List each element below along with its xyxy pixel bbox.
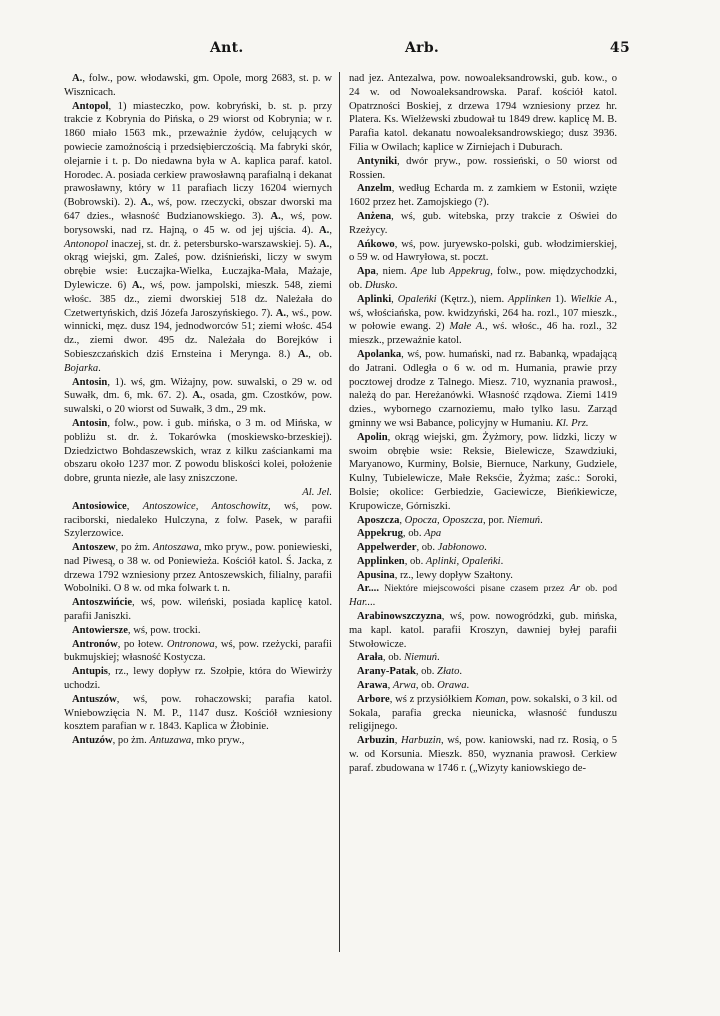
entry-text: . bbox=[466, 680, 470, 692]
entry-text: , pow. sokalski, o 3 kil. od Sokala, parafia grecka nieunicka, własność funduszu religijnego. bbox=[349, 693, 618, 733]
entry-text: . bbox=[394, 279, 398, 291]
entry-text: Antuzawa bbox=[149, 735, 192, 747]
entry-headword: Appelwerder bbox=[357, 542, 417, 554]
dictionary-entry bbox=[349, 541, 617, 555]
dictionary-entry bbox=[349, 679, 617, 693]
entry-text: Har.... bbox=[349, 597, 376, 609]
entry-text: , bbox=[126, 500, 143, 512]
entry-text: , okrąg wiejski, gm. Żyżmory, pow. lidzki, liczy w swoim obrębie wsie: Reksie, Bielewicze, Szawdziuki, Maryanowo, Kurminy, Bolsie, Biernuce, Narkuny, Gudziele, Kulny, Tubielewicze, Małe Reksćie, Żyżma; zaśc.: Soroki, Bolsie; okolice: Gerbiedzie, Gaciewicze, Bieńkiewicze, Krupowicze, Górniszki. bbox=[349, 431, 617, 512]
entry-headword: Arawa bbox=[357, 680, 388, 692]
entry-headword: Antoszew bbox=[72, 542, 116, 554]
entry-headword: A. bbox=[297, 348, 309, 360]
entry-text: Bojarka bbox=[64, 362, 99, 374]
entry-text: Złato bbox=[437, 666, 460, 678]
entry-headword: Antosin bbox=[72, 376, 108, 388]
entry-text: , ob. bbox=[404, 555, 426, 567]
dictionary-entry bbox=[64, 624, 332, 638]
entry-headword: Arała bbox=[357, 652, 383, 664]
entry-headword: Anżena bbox=[357, 210, 392, 222]
entry-headword: Antopol bbox=[72, 100, 109, 112]
entry-headword: Apusina bbox=[357, 569, 395, 581]
entry-text: , ob. bbox=[415, 680, 438, 692]
entry-text: , dwór pryw., pow. rossieński, o 50 wiorst od Rossien. bbox=[349, 155, 617, 181]
entry-text: , wś, pow. rzeżycki, parafii bukmujskiej; własność Kostycza. bbox=[64, 638, 332, 664]
dictionary-entry bbox=[64, 734, 332, 748]
entry-text: Arwa bbox=[392, 680, 416, 692]
entry-headword: Aplinki bbox=[357, 293, 392, 305]
entry-headword: A. bbox=[270, 210, 281, 222]
column-divider bbox=[339, 72, 340, 952]
dictionary-entry bbox=[349, 182, 617, 210]
entry-text: , wś. włośc., 46 ha. rozl., 32 mieszk., przeważnie katol. bbox=[349, 321, 617, 347]
entry-text: Antonopol bbox=[64, 238, 109, 250]
entry-text: Apa bbox=[424, 528, 442, 540]
dictionary-entry bbox=[349, 651, 617, 665]
dictionary-entry bbox=[349, 527, 617, 541]
entry-text: , wś, pow. wileński, posiada kaplicę katol. parafii Janiszki. bbox=[64, 597, 332, 623]
entry-text: , po żm. bbox=[112, 735, 150, 747]
entry-text: nad jez. Antezalwa, pow. nowoaleksandrowski, gub. kow., o 24 w. od Nowoaleksandrowska. Paraf. kościół katol. Opatrzności Boskiej, z drzewa 1794 wzniesiony przez hr. Platera. Ks. Wielżewski zbudował tu 1849 drew. kaplicę M. B. Parafia katol. dekanatu nowoaleksandrowskiego; dusz 3936. Filia w Owilach; kaplice w Zirniejach i Duburach. bbox=[349, 73, 617, 153]
entry-text: Appekrug bbox=[449, 266, 491, 278]
entry-headword: Antoszwińcie bbox=[72, 597, 133, 609]
entry-text: Kl. Prz. bbox=[555, 417, 589, 429]
entry-text: . bbox=[437, 652, 440, 664]
dictionary-entry bbox=[349, 569, 617, 583]
entry-text: , bbox=[394, 735, 401, 747]
dictionary-entry bbox=[64, 72, 332, 100]
dictionary-entry bbox=[349, 693, 617, 734]
entry-text: Orawa bbox=[437, 680, 467, 692]
entry-text: , wś, gub. witebska, przy trakcie z Oświei do Rzeżycy. bbox=[349, 210, 617, 236]
entry-headword: Appekrug bbox=[357, 528, 403, 540]
entry-headword: Antuszów bbox=[72, 693, 117, 705]
dictionary-entry bbox=[349, 238, 617, 266]
entry-headword: Ańkowo bbox=[357, 238, 395, 250]
entry-headword: Antronów bbox=[72, 638, 118, 650]
dictionary-entry bbox=[349, 348, 617, 431]
entry-text: , mko pryw., pow. poniewieski, nad Piwesą, o 38 w. od Poniewieża. Kościół katol. Ś. Jacka, z drzewa 1792 wzniesiony przez Antoszewskich, filialny, parafii Wobolniki. O 8 w. od mka folwark t. n. bbox=[64, 542, 332, 595]
entry-text: , wś, pow. borysowski, nad rz. Hajną, o 45 w. od jej ujścia. 4). bbox=[64, 210, 332, 236]
entry-headword: A. bbox=[192, 390, 203, 402]
entry-text: , ob. bbox=[415, 666, 438, 678]
entry-headword: Arany-Patak bbox=[357, 666, 416, 678]
entry-text: , wś, pow. rzeczycki, obszar dworski ma 647 dzies., własność Budzianowskiego. 3). bbox=[64, 197, 332, 222]
entry-text: 1). bbox=[551, 293, 571, 305]
entry-headword: Antuzów bbox=[72, 735, 113, 747]
entry-headword: Arabinowszczyzna bbox=[357, 611, 442, 623]
entry-text: , niem. bbox=[375, 266, 411, 278]
entry-text: Niektóre miejscowości pisane czasem przez bbox=[378, 583, 570, 595]
entry-text: , bbox=[387, 680, 393, 692]
dictionary-entry bbox=[64, 541, 332, 596]
entry-text: , 1) miasteczko, pow. kobryński, b. st. p. przy trakcie z Kobrynia do Pińska, o 29 wiorst od Kobrynia; w r. 1860 miało 1563 mk., przeważnie żydów, celujących w powiecie zamożnością i przedsiębierczością. Ma fabryki skór, olejarnie i t. p. Do niedawna była w A. kaplica paraf. katol. Horodec. A. posiada cerkiew prawosławną parafialną i dekanat prawosławny, który w 11 parafiach liczy 16204 wiernych (Bobrowski). 2). bbox=[64, 100, 332, 209]
entry-text: , bbox=[391, 293, 398, 305]
dictionary-entry bbox=[349, 265, 617, 293]
page-header bbox=[60, 40, 630, 64]
dictionary-entry bbox=[64, 693, 332, 734]
entry-text: , okrąg wiejski, gm. Zaleś, pow. dziśnieński, liczy w swym obrębie wsie: Łuczajka-Wielka, Łuczajka-Mała, Mażaje, Dylewicze. 6) bbox=[64, 238, 332, 291]
entry-text: Małe A. bbox=[449, 321, 486, 333]
entry-text: , wś, włościańska, pow. kwidzyński, 264 ha. rozl., 107 mieszk., w połowie ewang. 2) bbox=[349, 293, 617, 333]
author-signature: Al. Jel. bbox=[302, 486, 332, 498]
entry-text: , wś z przysiółkiem bbox=[389, 693, 475, 705]
entry-text: , według Echarda m. z zamkiem w Estonii, wzięte 1602 przez het. Zamojskiego (?). bbox=[349, 183, 617, 209]
dictionary-entry bbox=[349, 665, 617, 679]
entry-text: Dłusko bbox=[364, 279, 395, 291]
entry-text: , wś., pow. winnicki, męz. dusz 194, jednodworców 51; ziemi włośc. 454 dz., ziemi dwor. 495 dz. Należała do Borejków i Sobieszczańskich dziś Ernsteina i Merynga. 8.) bbox=[64, 307, 332, 360]
entry-headword: A. bbox=[72, 73, 83, 84]
dictionary-entry bbox=[64, 665, 332, 693]
page-number: 45 bbox=[609, 40, 630, 56]
entry-text: Niemuń bbox=[404, 652, 438, 664]
entry-text: , 1). wś, gm. Wiżajny, pow. suwalski, o 29 w. od Suwałk, dm. 6, mk. 67. 2). bbox=[64, 376, 332, 402]
dictionary-entry bbox=[349, 293, 617, 348]
entry-text: Applinken bbox=[508, 293, 551, 305]
entry-text: Opaleńki bbox=[397, 293, 437, 305]
header-right-guide-word: Arb. bbox=[405, 40, 440, 56]
entry-text: lub bbox=[427, 266, 450, 278]
entry-headword: A. bbox=[275, 307, 287, 319]
entry-text: , wś, pow. nowogródzki, gub. mińska, ma kapl. katol. parafii Kroszyn, dawniej byłej parafii Stwołowicze. bbox=[349, 611, 617, 650]
entry-text: , mko pryw., bbox=[191, 735, 245, 747]
right-column bbox=[349, 72, 617, 776]
entry-text: , po żm. bbox=[115, 542, 153, 554]
entry-text: , folw., pow. włodawski, gm. Opole, morg 2683, st. p. w Wisznicach. bbox=[64, 73, 332, 98]
entry-text: ob. pod bbox=[580, 583, 617, 595]
dictionary-entry bbox=[64, 500, 332, 541]
dictionary-entry bbox=[64, 376, 332, 417]
entry-text: , rz., lewy dopływ Szałtony. bbox=[394, 569, 513, 581]
dictionary-entry bbox=[349, 610, 617, 651]
entry-text: , po łotew. bbox=[117, 638, 167, 650]
entry-text: , ob. bbox=[416, 542, 438, 554]
entry-headword: A. bbox=[319, 224, 330, 236]
header-left-guide-word: Ant. bbox=[210, 40, 244, 56]
entry-headword: Apolanka bbox=[357, 348, 402, 360]
entry-text: Aplinki, Opaleńki bbox=[425, 555, 501, 567]
entry-headword: Antyniki bbox=[357, 155, 398, 167]
dictionary-entry bbox=[349, 582, 617, 610]
entry-text: , folw., pow. międzychodzki, ob. bbox=[349, 266, 617, 291]
entry-text: , wś, pow. humański, nad rz. Babanką, wpadającą do Jatrani. Odległa o 6 w. od m. Humania, prawie przy pocztowej drodze z Talnego. Miesz. 710, wyznania prawosł., należą do par. Hereżanówki. Własność rządowa. Ziemi 1419 dzies., wybornego czarnoziemu, mało tylko lasu. Zarząd gminny we wsi Babance, policyjny w Humaniu. bbox=[349, 348, 617, 429]
entry-text: Antoszawa bbox=[152, 542, 199, 554]
entry-headword: Aposzcza bbox=[357, 514, 400, 526]
entry-text: Opocza, Oposzcza bbox=[404, 514, 483, 526]
entry-text: , wś, pow. jampolski, mieszk. 548, ziemi włośc. 385 dz., ziemi dworskiej 518 dz. Należała do Czetwertyńskich, dziś Józefa Jaroszyńskiego. 7). bbox=[64, 279, 332, 319]
dictionary-entry bbox=[349, 431, 617, 514]
entry-text: . bbox=[540, 514, 543, 526]
entry-text: . bbox=[459, 666, 463, 678]
entry-text: Harbuzin bbox=[400, 735, 441, 747]
entry-text: , wś, pow. raciborski, niedaleko Hulczyna, z folw. Pasek, w parafii Szylerzowice. bbox=[64, 500, 332, 540]
entry-text: Ontronowa bbox=[166, 638, 215, 650]
entry-text: , folw., pow. i gub. mińska, o 3 m. od Mińska, w pobliżu st. dr. ż. Tokarówka (moskiewsko-brzeskiej). Dziedzictwo Bohdaszewskich, wraz z kilku zaściankami ma obszaru około 1237 mor. Z powodu bliskości kolei, położenie dobre, grunta niezłe, ale lasy zniszczone. bbox=[64, 417, 332, 485]
entry-text: , ob. bbox=[382, 652, 405, 664]
entry-text: , wś, pow. kaniowski, nad rz. Rosią, o 5 w. od Korsunia. Mieszk. 850, wyznania prawosł. Cerkiew paraf. zbudowana w 1746 r. („Wizyty kaniowskiego de- bbox=[349, 735, 617, 774]
entry-headword: Ar.... bbox=[357, 583, 379, 595]
left-column bbox=[64, 72, 332, 748]
entry-headword: Anzelm bbox=[357, 183, 392, 195]
entry-text: inaczej, st. dr. ż. petersbursko-warszawskiej. 5). bbox=[108, 238, 320, 250]
entry-text: Jabłonowo bbox=[437, 542, 485, 554]
entry-headword: A. bbox=[140, 197, 151, 209]
entry-text: Koman bbox=[474, 693, 506, 705]
entry-headword: Antosiowice bbox=[72, 500, 127, 512]
dictionary-entry bbox=[64, 596, 332, 624]
dictionary-entry bbox=[64, 100, 332, 376]
entry-text: , wś, pow. juryewsko-polski, gub. włodzimierskiej, o 59 w. od Hawryłowa, st. poczt. bbox=[349, 238, 617, 264]
entry-text: , bbox=[329, 224, 332, 236]
entry-headword: Arbuzin bbox=[357, 735, 395, 747]
dictionary-entry bbox=[349, 514, 617, 528]
entry-text: . bbox=[98, 362, 101, 374]
entry-headword: Apa bbox=[357, 266, 376, 278]
entry-text: Ar bbox=[569, 583, 581, 595]
entry-text: . bbox=[500, 555, 504, 567]
entry-text: Ape bbox=[410, 266, 428, 278]
entry-text: , ob. bbox=[402, 528, 425, 540]
entry-headword: Antowiersze bbox=[72, 624, 128, 636]
entry-text: , bbox=[399, 514, 405, 526]
dictionary-entry bbox=[349, 155, 617, 183]
entry-text: , osada, gm. Czostków, pow. suwalski, o 20 wiorst od Suwałk, 3 dm., 29 mk. bbox=[64, 390, 332, 416]
dictionary-entry bbox=[349, 210, 617, 238]
entry-headword: Antupis bbox=[72, 666, 108, 678]
entry-text: Niemuń bbox=[507, 514, 541, 526]
dictionary-entry bbox=[349, 555, 617, 569]
entry-text: , rz., lewy dopływ rz. Szołpie, która do Wiewirży uchodzi. bbox=[64, 666, 332, 692]
entry-headword: A. bbox=[319, 238, 330, 250]
entry-headword: Applinken bbox=[357, 555, 405, 567]
entry-headword: Antosin bbox=[72, 417, 108, 429]
entry-text: , wś, pow. rohaczowski; parafia katol. Wniebowzięcia N. M. P., 1147 dusz. Kościół wzniesiony kosztem parafian w r. 1843. Kaplica w Żłobinie. bbox=[64, 693, 332, 733]
entry-text: Wielkie A. bbox=[570, 293, 615, 305]
entry-headword: Arbore bbox=[357, 693, 390, 705]
dictionary-entry bbox=[349, 734, 617, 775]
entry-text: , por. bbox=[482, 514, 508, 526]
entry-headword: A. bbox=[131, 279, 143, 291]
entry-text: Antoszowice, Antoschowitz bbox=[142, 500, 269, 512]
entry-text: , wś, pow. trocki. bbox=[127, 624, 201, 636]
entry-headword: Apolin bbox=[357, 431, 388, 443]
entry-text: , ob. bbox=[308, 348, 332, 360]
dictionary-entry bbox=[349, 72, 617, 155]
dictionary-entry bbox=[64, 417, 332, 486]
entry-text: (Kętrz.), niem. bbox=[436, 293, 509, 305]
dictionary-entry bbox=[64, 638, 332, 666]
entry-text: . bbox=[484, 542, 487, 554]
